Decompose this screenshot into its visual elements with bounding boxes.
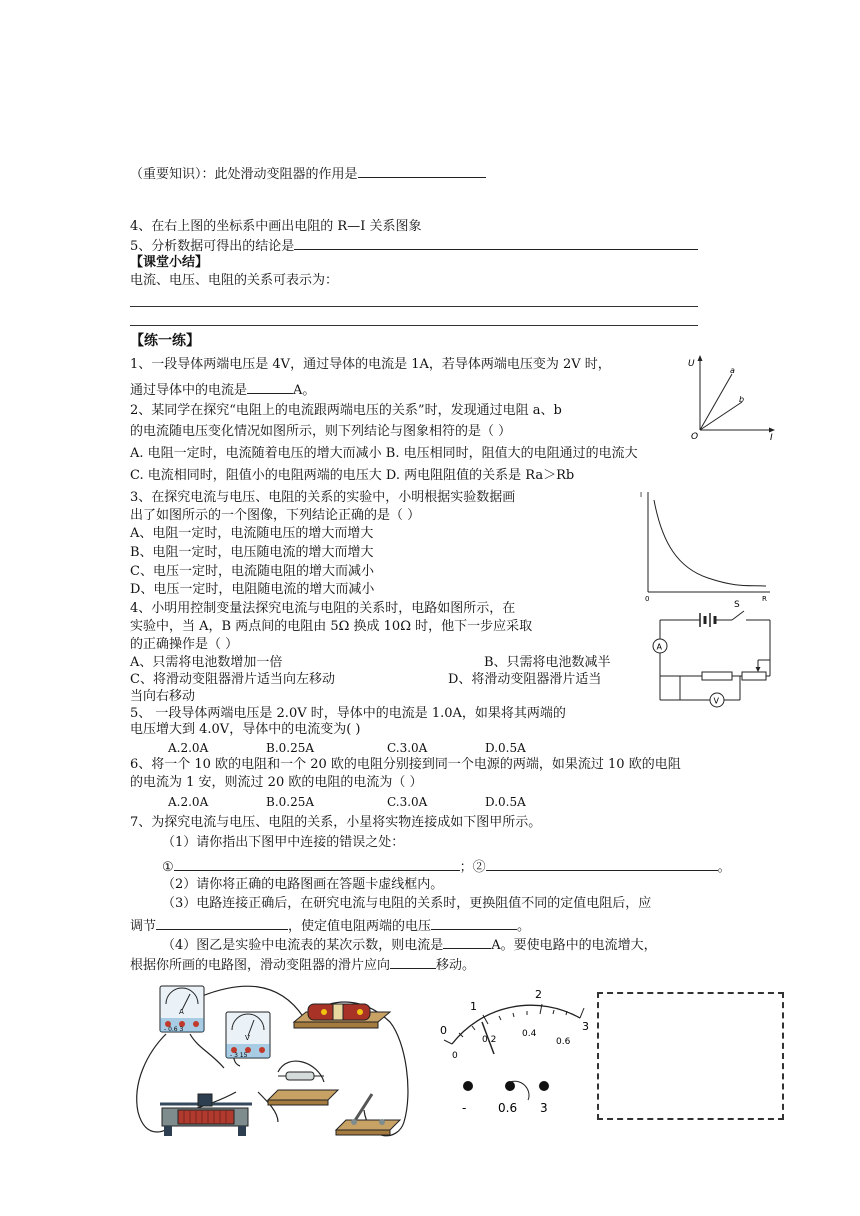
practice-6-option-a[interactable]: A.2.0A — [168, 795, 209, 809]
summary-answer-line-2[interactable] — [130, 325, 698, 326]
circuit-answer-box[interactable] — [597, 992, 784, 1120]
circuit-diagram — [640, 598, 775, 716]
terminal-0.6: 0.6 — [498, 1101, 518, 1115]
ir-graph-x-label: R — [762, 595, 767, 603]
practice-6a: 6、将一个 10 欧的电阻和一个 20 欧的电阻分别接到同一个电源的两端，如果流过 10 欧的电阻 — [130, 757, 681, 772]
practice-7-3b — [130, 916, 530, 935]
practice-3-option-b[interactable]: B、电阻一定时，电压随电流的增大而增大 — [130, 545, 374, 560]
ui-graph — [680, 350, 780, 442]
practice-1b-unit: A。 — [293, 383, 316, 398]
apparatus-voltmeter-label: V — [245, 1034, 250, 1042]
practice-7-4a-post: A。要使电路中的电流增大， — [491, 938, 657, 953]
practice-2a: 2、某同学在探究“电阻上的电流跟两端电压的关系”时，发现通过电阻 a、b — [130, 403, 562, 418]
blank-end: 。 — [717, 860, 731, 875]
practice-7-3a: （3）电路连接正确后，在研究电流与电阻的关系时，更换阻值不同的定值电阻后，应 — [162, 896, 652, 911]
practice-4b: 实验中，当 A，B 两点间的电阻由 5Ω 换成 10Ω 时，他下一步应采取 — [130, 619, 533, 634]
answer-blank[interactable] — [174, 857, 460, 871]
answer-blank[interactable] — [247, 380, 293, 394]
practice-7: 7、为探究电流与电压、电阻的关系，小星将实物连接成如下图甲所示。 — [130, 815, 542, 830]
practice-7-4b — [130, 955, 475, 974]
apparatus-voltmeter-terms: - 3 15 — [230, 1052, 248, 1059]
practice-6-option-c[interactable]: C.3.0A — [387, 795, 428, 809]
answer-blank[interactable] — [443, 935, 491, 949]
ir-graph — [638, 488, 778, 603]
practice-3-option-d[interactable]: D、电压一定时，电阻随电流的增大而减小 — [130, 582, 375, 597]
answer-blank[interactable] — [390, 955, 436, 969]
dial-lower-0: 0 — [452, 1051, 458, 1061]
answer-blank[interactable] — [294, 236, 698, 250]
practice-3-option-a[interactable]: A、电阻一定时，电流随电压的增大而增大 — [130, 526, 374, 541]
question-5-text: 5、分析数据可得出的结论是 — [130, 239, 295, 254]
circuit-ammeter-label: A — [656, 642, 662, 652]
apparatus-ammeter-terms: - 0.6 3 — [164, 1026, 184, 1033]
practice-7-4a-text: （4）图乙是实验中电流表的某次示数，则电流是 — [162, 938, 444, 953]
practice-5-option-b[interactable]: B.0.25A — [266, 741, 315, 755]
practice-5b: 电压增大到 4.0V，导体中的电流变为( ) — [130, 722, 361, 737]
practice-3b: 出了如图所示的一个图像，下列结论正确的是（ ） — [130, 508, 421, 523]
practice-7-1: （1）请你指出下图甲中连接的错误之处： — [162, 835, 405, 850]
apparatus-figure — [128, 982, 418, 1154]
practice-2b: 的电流随电压变化情况如图所示，则下列结论与图象相符的是（ ） — [130, 424, 512, 439]
question-4-line: 4、在右上图的坐标系中画出电阻的 R—I 关系图象 — [130, 219, 422, 234]
practice-5-option-a[interactable]: A.2.0A — [168, 741, 209, 755]
practice-4c: 的正确操作是（ ） — [130, 637, 239, 652]
practice-5a: 5、 一段导体两端电压是 2.0V 时，导体中的电流是 1.0A，如果将其两端的 — [130, 706, 566, 721]
important-note-line — [130, 164, 486, 183]
practice-3a: 3、在探究电流与电压、电阻的关系的实验中，小明根据实验数据画 — [130, 490, 516, 505]
practice-4-option-c[interactable]: C、将滑动变阻器滑片适当向左移动 — [130, 672, 335, 687]
dial-upper-1: 1 — [470, 1000, 477, 1013]
practice-7-4b-post: 移动。 — [436, 958, 476, 973]
ui-graph-x-label: I — [770, 433, 773, 442]
practice-7-2: （2）请你将正确的电路图画在答题卡虚线框内。 — [162, 877, 444, 892]
practice-2d: C. 电流相同时，阻值小的电阻两端的电压大 D. 两电阻阻值的关系是 Ra＞Rb — [130, 468, 575, 483]
practice-5-option-c[interactable]: C.3.0A — [387, 741, 428, 755]
terminal-negative: - — [462, 1101, 467, 1115]
dial-upper-2: 2 — [535, 988, 542, 1001]
dial-lower-0.4: 0.4 — [522, 1029, 537, 1039]
ui-graph-origin: O — [691, 432, 699, 442]
practice-6-option-b[interactable]: B.0.25A — [266, 795, 315, 809]
practice-1b — [130, 380, 315, 399]
ui-graph-line-b: b — [739, 395, 745, 404]
practice-5-option-d[interactable]: D.0.5A — [485, 741, 526, 755]
practice-7-3b-mid: ，使定值电阻两端的电压 — [288, 919, 432, 934]
ui-graph-line-a: a — [730, 366, 735, 375]
practice-7-4b-text: 根据你所画的电路图，滑动变阻器的滑片应向 — [130, 958, 391, 973]
practice-4-option-d[interactable]: D、将滑动变阻器滑片适当 — [448, 672, 602, 687]
dial-upper-3: 3 — [582, 1020, 589, 1033]
answer-blank[interactable] — [431, 916, 517, 930]
important-note-text: （重要知识）：此处滑动变阻器的作用是 — [130, 167, 358, 182]
practice-6b: 的电流为 1 安，则流过 20 欧的电阻的电流为（ ） — [130, 775, 423, 790]
blank-marker-1: ① — [162, 860, 174, 875]
circuit-switch-label: S — [734, 600, 740, 610]
practice-7-4a — [162, 935, 657, 954]
practice-7-3b-text: 调节 — [130, 919, 157, 934]
practice-3-option-c[interactable]: C、电压一定时，电流随电阻的增大而减小 — [130, 564, 374, 579]
ir-graph-y-label: I — [640, 491, 643, 499]
practice-4-option-a[interactable]: A、只需将电池数增加一倍 — [130, 655, 283, 670]
meter-dial-figure — [420, 982, 600, 1116]
ir-graph-origin: 0 — [645, 595, 650, 603]
blank-marker-2: ；② — [459, 860, 486, 875]
answer-blank[interactable] — [156, 916, 288, 930]
practice-2c: A. 电阻一定时，电流随着电压的增大而减小 B. 电压相同时，阻值大的电阻通过的电流大 — [130, 446, 638, 461]
practice-1a: 1、一段导体两端电压是 4V，通过导体的电流是 1A，若导体两端电压变为 2V 时， — [130, 357, 611, 372]
practice-1b-text: 通过导体中的电流是 — [130, 383, 248, 398]
dial-lower-0.2: 0.2 — [482, 1035, 497, 1045]
practice-4a: 4、小明用控制变量法探究电流与电阻的关系时，电路如图所示，在 — [130, 601, 516, 616]
terminal-3: 3 — [540, 1101, 548, 1115]
practice-7-3b-end: 。 — [517, 919, 531, 934]
answer-blank[interactable] — [486, 857, 718, 871]
question-5-line — [130, 236, 698, 255]
summary-heading: 【课堂小结】 — [130, 255, 209, 270]
practice-heading: 【练一练】 — [130, 333, 200, 349]
practice-7-1-blanks — [162, 857, 731, 876]
summary-text: 电流、电压、电阻的关系可表示为： — [130, 273, 339, 288]
practice-4-option-d-cont: 当向右移动 — [130, 689, 196, 704]
apparatus-ammeter-label: A — [179, 1008, 184, 1016]
practice-4-option-b[interactable]: B、只需将电池数减半 — [484, 655, 611, 670]
summary-answer-line-1[interactable] — [130, 306, 698, 307]
circuit-voltmeter-label: V — [713, 696, 719, 706]
practice-6-option-d[interactable]: D.0.5A — [485, 795, 526, 809]
answer-blank[interactable] — [358, 164, 486, 178]
dial-upper-0: 0 — [440, 1024, 447, 1037]
ui-graph-y-label: U — [688, 359, 695, 369]
dial-lower-0.6: 0.6 — [556, 1037, 571, 1047]
